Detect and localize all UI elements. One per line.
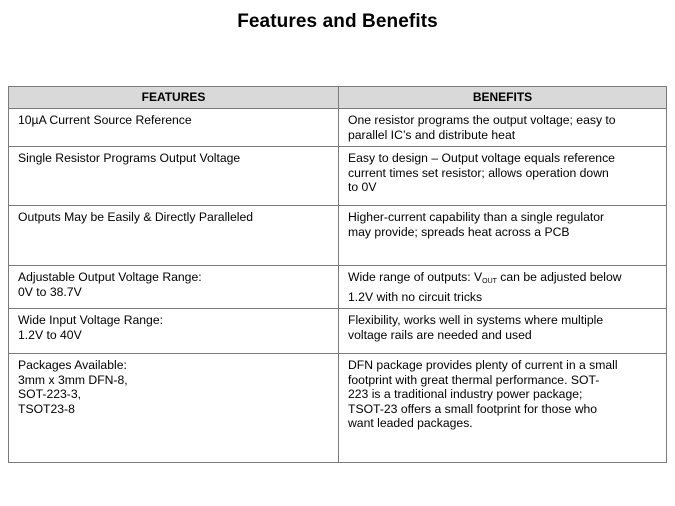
benefit-text-post: can be adjusted below bbox=[496, 270, 622, 284]
benefit-text: to 0V bbox=[348, 180, 377, 194]
benefit-cell bbox=[339, 266, 667, 309]
benefit-text: 1.2V with no circuit tricks bbox=[348, 289, 483, 304]
table-row bbox=[9, 266, 667, 309]
column-header-benefits: BENEFITS bbox=[339, 87, 667, 109]
features-benefits-table bbox=[8, 86, 667, 463]
benefit-text: footprint with great thermal performance. SOT- bbox=[348, 372, 600, 387]
feature-cell bbox=[9, 206, 339, 266]
feature-text: Packages Available: bbox=[18, 358, 127, 372]
feature-text: 1.2V to 40V bbox=[18, 327, 82, 342]
benefit-text-vout bbox=[348, 270, 660, 290]
benefit-text: Easy to design – Output voltage equals reference bbox=[348, 151, 615, 165]
benefit-text: may provide; spreads heat across a PCB bbox=[348, 224, 570, 239]
benefit-text-pre: Wide range of outputs: V bbox=[348, 270, 483, 284]
feature-text: Adjustable Output Voltage Range: bbox=[18, 270, 202, 284]
feature-text: Single Resistor Programs Output Voltage bbox=[18, 151, 241, 165]
page-title: Features and Benefits bbox=[237, 11, 438, 32]
table-row bbox=[9, 109, 667, 147]
benefit-cell bbox=[339, 109, 667, 147]
benefit-text: want leaded packages. bbox=[348, 416, 473, 430]
benefit-text: 223 is a traditional industry power package; bbox=[348, 387, 583, 401]
benefit-text: voltage rails are needed and used bbox=[348, 327, 532, 342]
feature-text: SOT-223-3, bbox=[18, 387, 81, 401]
feature-cell bbox=[9, 309, 339, 354]
table-row bbox=[9, 206, 667, 266]
benefit-text: One resistor programs the output voltage; easy to bbox=[348, 113, 616, 127]
feature-cell bbox=[9, 354, 339, 463]
benefit-text: TSOT-23 offers a small footprint for those who bbox=[348, 401, 598, 416]
feature-text: Wide Input Voltage Range: bbox=[18, 313, 163, 327]
table-row bbox=[9, 309, 667, 354]
benefit-text: Higher-current capability than a single regulator bbox=[348, 210, 605, 224]
feature-text: 10µA Current Source Reference bbox=[18, 113, 192, 127]
benefit-text: DFN package provides plenty of current in a small bbox=[348, 358, 618, 372]
feature-text: 0V to 38.7V bbox=[18, 284, 82, 299]
benefit-text: Flexibility, works well in systems where multiple bbox=[348, 313, 604, 327]
benefit-text: parallel IC’s and distribute heat bbox=[348, 127, 516, 142]
feature-text: Outputs May be Easily & Directly Paralleled bbox=[18, 210, 254, 224]
table-header-row bbox=[9, 87, 667, 109]
column-header-features: FEATURES bbox=[9, 87, 339, 109]
benefit-text: current times set resistor; allows operation down bbox=[348, 165, 609, 180]
feature-cell bbox=[9, 147, 339, 206]
benefit-cell bbox=[339, 206, 667, 266]
benefit-cell bbox=[339, 309, 667, 354]
feature-cell bbox=[9, 109, 339, 147]
feature-text: TSOT23-8 bbox=[18, 401, 75, 416]
benefit-cell bbox=[339, 354, 667, 463]
benefit-cell bbox=[339, 147, 667, 206]
table-row bbox=[9, 147, 667, 206]
feature-cell bbox=[9, 266, 339, 309]
table-row bbox=[9, 354, 667, 463]
feature-text: 3mm x 3mm DFN-8, bbox=[18, 372, 128, 387]
vout-subscript: OUT bbox=[482, 278, 497, 285]
